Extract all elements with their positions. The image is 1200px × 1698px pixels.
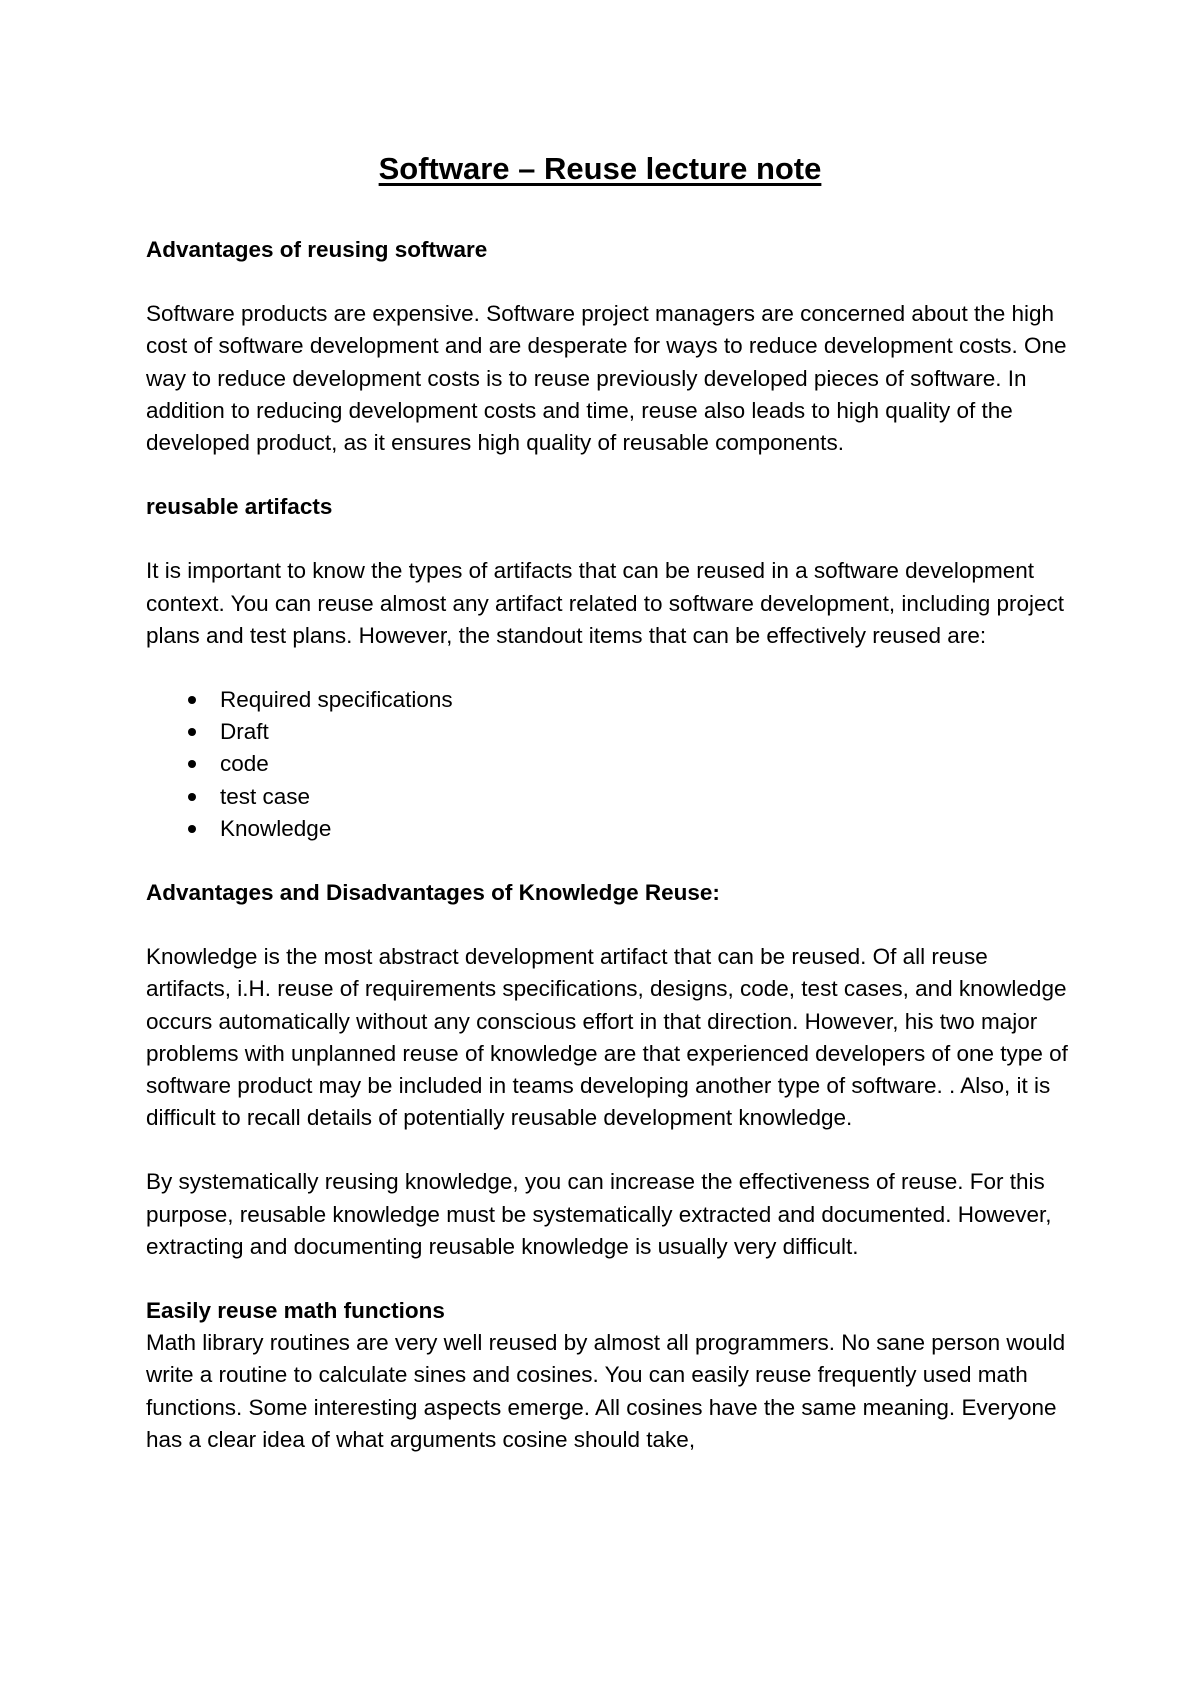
list-item-text: test case [220,783,311,809]
section-heading-advantages: Advantages of reusing software [146,237,488,262]
bullet-icon [188,825,196,833]
bullet-icon [188,793,196,801]
section-heading-artifacts: reusable artifacts [146,494,333,520]
list-item [146,781,1076,813]
list-item [146,813,1076,845]
list-item-text: Draft [220,719,269,745]
paragraph-knowledge-1: Knowledge is the most abstract development artifact that can be reused. Of all reuse artifacts, i.H. reuse of requirements specifications, designs, code, test cases, and knowledge occurs automatically without any conscious effort in that direction. However, his two major problems with unplanned reuse of knowledge are that experienced developers of one type of software product may be included in teams developing another type of software. . Also, it is difficult to recall details of potentially reusable development knowledge. [146,944,1068,1131]
list-item-text: Required specifications [220,687,453,713]
paragraph-math: Math library routines are very well reused by almost all programmers. No sane person would write a routine to calculate sines and cosines. You can easily reuse frequently used math functions. Some interesting aspects emerge. All cosines have the same meaning. Everyone has a clear idea of what arguments cosine should take, [146,1330,1066,1452]
bullet-icon [188,728,196,736]
paragraph-artifacts: It is important to know the types of artifacts that can be reused in a software development context. You can reuse almost any artifact related to software development, including project plans and test plans. However, the standout items that can be effectively reused are: [146,558,1065,648]
section-heading-knowledge: Advantages and Disadvantages of Knowledge Reuse: [146,879,720,905]
document-body [146,234,1076,1456]
bullet-icon [188,760,196,768]
list-item [146,684,1076,716]
list-item-text: Knowledge [220,815,332,841]
artifact-list [146,684,1076,845]
list-item [146,716,1076,748]
list-item-text: code [220,751,269,777]
page-title: Software – Reuse lecture note [378,151,822,186]
list-item [146,748,1076,780]
paragraph-knowledge-2: By systematically reusing knowledge, you can increase the effectiveness of reuse. For this purpose, reusable knowledge must be systematically extracted and documented. However, extracting and documenting reusable knowledge is usually very difficult. [146,1169,1052,1259]
section-heading-math: Easily reuse math functions [146,1298,445,1323]
paragraph-advantages: Software products are expensive. Software project managers are concerned about the high cost of software development and are desperate for ways to reduce development costs. One way to reduce development costs is to reuse previously developed pieces of software. In addition to reducing development costs and time, reuse also leads to high quality of the developed product, as it ensures high quality of reusable components. [146,301,1067,456]
bullet-icon [188,696,196,704]
